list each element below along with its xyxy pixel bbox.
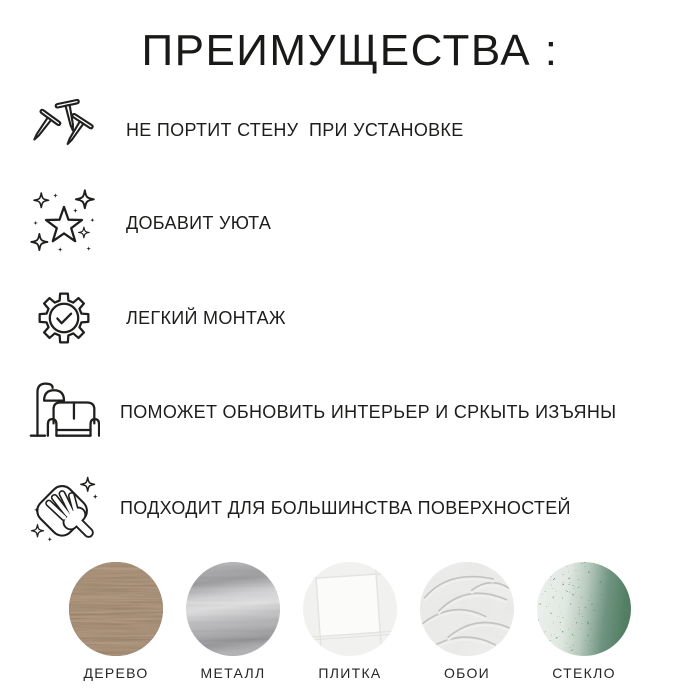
surface-label: СТЕКЛО bbox=[552, 665, 616, 681]
tile-texture bbox=[303, 562, 397, 656]
page-title: ПРЕИМУЩЕСТВА : bbox=[141, 26, 559, 75]
glass-texture bbox=[537, 562, 631, 656]
advantage-row bbox=[26, 280, 692, 356]
surface-tile bbox=[302, 562, 398, 681]
surface-wood bbox=[68, 562, 164, 681]
surface-wallpaper bbox=[419, 562, 515, 681]
surface-label: ОБОИ bbox=[443, 665, 491, 681]
advantage-label: ДОБАВИТ УЮТА bbox=[126, 212, 272, 233]
advantage-label: ПОДХОДИТ ДЛЯ БОЛЬШИНСТВА ПОВЕРХНОСТЕЙ bbox=[120, 497, 571, 518]
hand-wipe-icon bbox=[26, 470, 102, 546]
surface-metal bbox=[185, 562, 281, 681]
advantage-row bbox=[26, 470, 692, 546]
surface-glass bbox=[536, 562, 632, 681]
metal-texture bbox=[186, 562, 280, 656]
surface-label: ПЛИТКА bbox=[318, 665, 382, 681]
gear-check-icon bbox=[26, 280, 102, 356]
surfaces-row bbox=[0, 562, 700, 681]
advantage-label: ЛЕГКИЙ МОНТАЖ bbox=[126, 307, 286, 328]
surface-label: МЕТАЛЛ bbox=[200, 665, 266, 681]
advantage-row bbox=[26, 374, 692, 450]
nails-icon bbox=[26, 92, 102, 168]
advantage-label: ПОМОЖЕТ ОБНОВИТЬ ИНТЕРЬЕР И СРКЫТЬ ИЗЪЯНЫ bbox=[120, 401, 617, 422]
wallpaper-texture bbox=[420, 562, 514, 656]
advantage-label: НЕ ПОРТИТ СТЕНУ ПРИ УСТАНОВКЕ bbox=[126, 119, 464, 140]
advantage-row bbox=[26, 92, 692, 168]
advantage-row bbox=[26, 185, 692, 261]
surface-label: ДЕРЕВО bbox=[83, 665, 149, 681]
sparkle-stars-icon bbox=[26, 185, 102, 261]
wood-texture bbox=[69, 562, 163, 656]
sofa-lamp-icon bbox=[26, 374, 102, 450]
